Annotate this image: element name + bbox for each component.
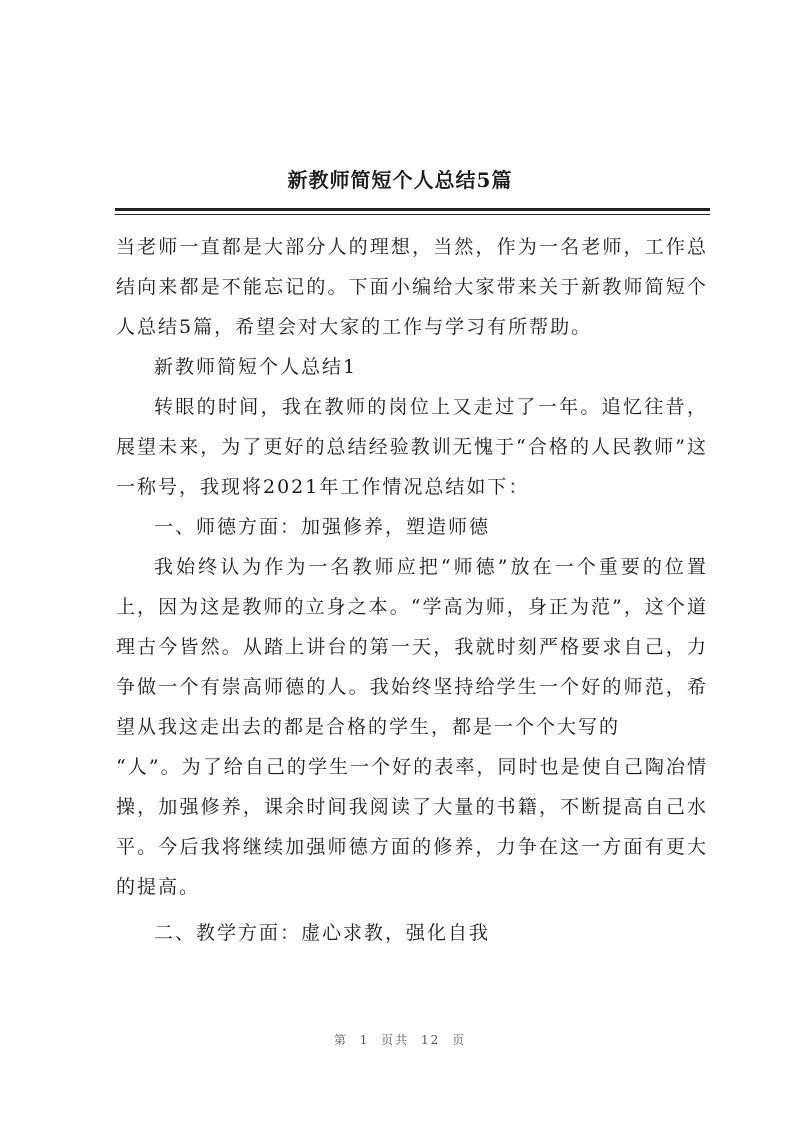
- body-paragraph-continued: “人”。为了给自己的学生一个好的表率，同时也是使自己陶冶情操，加强修养，课余时间我阅读了大量的书籍，不断提高自己水平。今后我将继续加强师德方面的修养，力争在这一方面有更大的提高。: [116, 756, 708, 898]
- section-heading-summary-1: 新教师简短个人总结1: [154, 356, 358, 378]
- title-divider-thin: [115, 214, 710, 215]
- page-number-footer: 第 1 页共 12 页: [333, 1033, 467, 1047]
- section-heading-teaching: 二、教学方面：虚心求教，强化自我: [154, 922, 491, 944]
- document-body: [116, 227, 708, 953]
- section-heading-ethics: 一、师德方面：加强修养，塑造师德: [154, 516, 491, 538]
- body-paragraph: 转眼的时间，我在教师的岗位上又走过了一年。追忆往昔，展望未来，为了更好的总结经验教训无愧于“合格的人民教师”这一称号，我现将2021年工作情况总结如下：: [116, 396, 708, 498]
- document-title: 新教师简短个人总结5篇: [287, 168, 513, 192]
- title-divider-thick: [115, 208, 710, 211]
- body-paragraph: 我始终认为作为一名教师应把“师德”放在一个重要的位置上，因为这是教师的立身之本。“学高为师，身正为范”，这个道理古今皆然。从踏上讲台的第一天，我就时刻严格要求自己，力争做一个有崇高师德的人。我始终坚持给学生一个好的师范，希望从我这走出去的都是合格的学生，都是一个个大写的: [116, 556, 708, 738]
- intro-paragraph: 当老师一直都是大部分人的理想，当然，作为一名老师，工作总结向来都是不能忘记的。下面小编给大家带来关于新教师简短个人总结5篇，希望会对大家的工作与学习有所帮助。: [116, 236, 708, 338]
